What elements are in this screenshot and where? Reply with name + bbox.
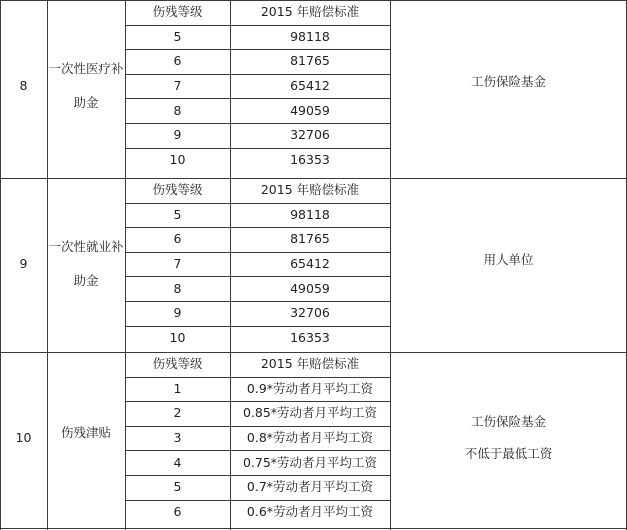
disability-grade: 5 [173,28,182,44]
compensation-standard: 98118 [290,206,330,222]
disability-grade: 1 [173,380,182,396]
grade-header: 伤残等级 [152,4,203,20]
disability-grade: 6 [173,231,182,247]
disability-grade: 9 [173,127,182,143]
disability-grade: 10 [169,329,186,345]
disability-grade: 6 [173,53,182,69]
compensation-standard: 0.7*劳动者月平均工资 [246,479,374,495]
compensation-standard: 0.85*劳动者月平均工资 [242,405,378,421]
payer [390,352,627,524]
col-divider-item [125,0,126,530]
disability-grade: 8 [173,102,182,118]
payer-line-1: 用人单位 [483,252,534,268]
item-name [47,0,125,172]
payer [390,0,627,172]
compensation-standard: 16353 [290,151,330,167]
disability-grade: 3 [173,430,182,446]
compensation-standard: 32706 [290,305,330,321]
disability-grade: 4 [173,454,182,470]
disability-grade: 7 [173,256,182,272]
compensation-standard: 0.75*劳动者月平均工资 [242,454,378,470]
row-number: 9 [19,256,28,272]
item-name-line-1: 一次性就业补 [48,239,124,255]
left-border [0,0,1,530]
compensation-standard: 49059 [290,102,330,118]
compensation-standard: 81765 [290,231,330,247]
compensation-standard: 16353 [290,329,330,345]
compensation-standard: 0.6*劳动者月平均工资 [246,503,374,519]
payer-line-1: 工伤保险基金 [470,414,546,430]
col-divider-grade [230,0,231,530]
item-name-line-2: 助金 [73,95,99,111]
disability-grade: 2 [173,405,182,421]
disability-grade: 10 [169,151,186,167]
compensation-standard: 0.9*劳动者月平均工资 [246,380,374,396]
row-number: 8 [19,78,28,94]
standard-header: 2015 年赔偿标准 [260,4,360,20]
compensation-standard: 81765 [290,53,330,69]
item-name-line-1: 一次性医疗补 [48,61,124,77]
grade-header: 伤残等级 [152,356,203,372]
payer [390,178,627,350]
item-name [47,352,125,524]
disability-grade: 5 [173,479,182,495]
standard-header: 2015 年赔偿标准 [260,356,360,372]
compensation-standard: 0.8*劳动者月平均工资 [246,430,374,446]
compensation-standard: 65412 [290,78,330,94]
table-bottom-border [0,528,627,529]
grade-header: 伤残等级 [152,182,203,198]
compensation-standard: 49059 [290,280,330,296]
compensation-standard: 32706 [290,127,330,143]
disability-grade: 7 [173,78,182,94]
payer-line-2: 不低于最低工资 [464,446,553,462]
disability-grade: 5 [173,206,182,222]
disability-grade: 6 [173,503,182,519]
row-number: 10 [15,430,32,446]
disability-grade: 9 [173,305,182,321]
standard-header: 2015 年赔偿标准 [260,182,360,198]
col-divider-standard [390,0,391,530]
compensation-standard: 98118 [290,28,330,44]
compensation-standard: 65412 [290,256,330,272]
payer-line-1: 工伤保险基金 [470,74,546,90]
col-divider-number [47,0,48,530]
item-name-line-2: 助金 [73,273,99,289]
item-name [47,178,125,350]
disability-grade: 8 [173,280,182,296]
item-name-line-1: 伤残津贴 [60,425,111,441]
